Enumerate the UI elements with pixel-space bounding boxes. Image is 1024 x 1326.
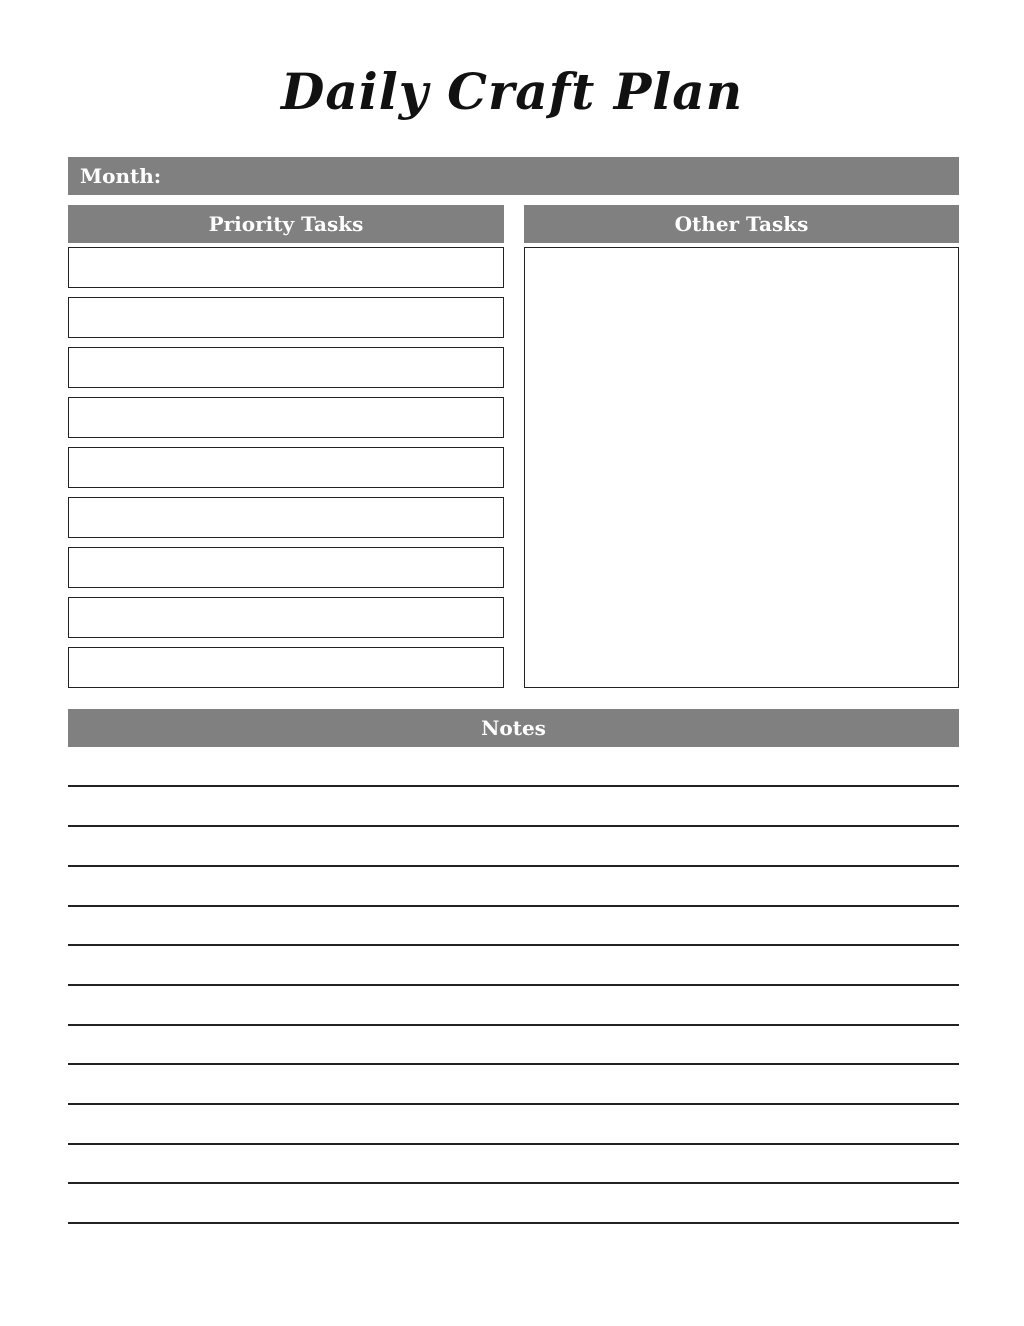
priority-task-box-3[interactable] (68, 347, 504, 388)
notes-line[interactable] (68, 1222, 959, 1224)
page-title: Daily Craft Plan (280, 62, 744, 121)
priority-tasks-header: Priority Tasks (68, 205, 504, 243)
priority-task-box-5[interactable] (68, 447, 504, 488)
notes-line[interactable] (68, 1143, 959, 1145)
notes-line[interactable] (68, 1024, 959, 1026)
month-field[interactable] (68, 157, 959, 195)
notes-line[interactable] (68, 785, 959, 787)
notes-line[interactable] (68, 984, 959, 986)
notes-line[interactable] (68, 944, 959, 946)
notes-line[interactable] (68, 905, 959, 907)
notes-line[interactable] (68, 865, 959, 867)
notes-line[interactable] (68, 825, 959, 827)
priority-task-box-7[interactable] (68, 547, 504, 588)
priority-task-box-6[interactable] (68, 497, 504, 538)
notes-header: Notes (68, 709, 959, 747)
notes-line[interactable] (68, 1103, 959, 1105)
priority-task-box-2[interactable] (68, 297, 504, 338)
priority-task-box-8[interactable] (68, 597, 504, 638)
notes-line[interactable] (68, 1063, 959, 1065)
other-tasks-box[interactable] (524, 247, 959, 688)
other-tasks-header: Other Tasks (524, 205, 959, 243)
notes-line[interactable] (68, 1182, 959, 1184)
priority-task-box-4[interactable] (68, 397, 504, 438)
priority-task-box-1[interactable] (68, 247, 504, 288)
priority-task-box-9[interactable] (68, 647, 504, 688)
month-label: Month: (80, 164, 162, 188)
